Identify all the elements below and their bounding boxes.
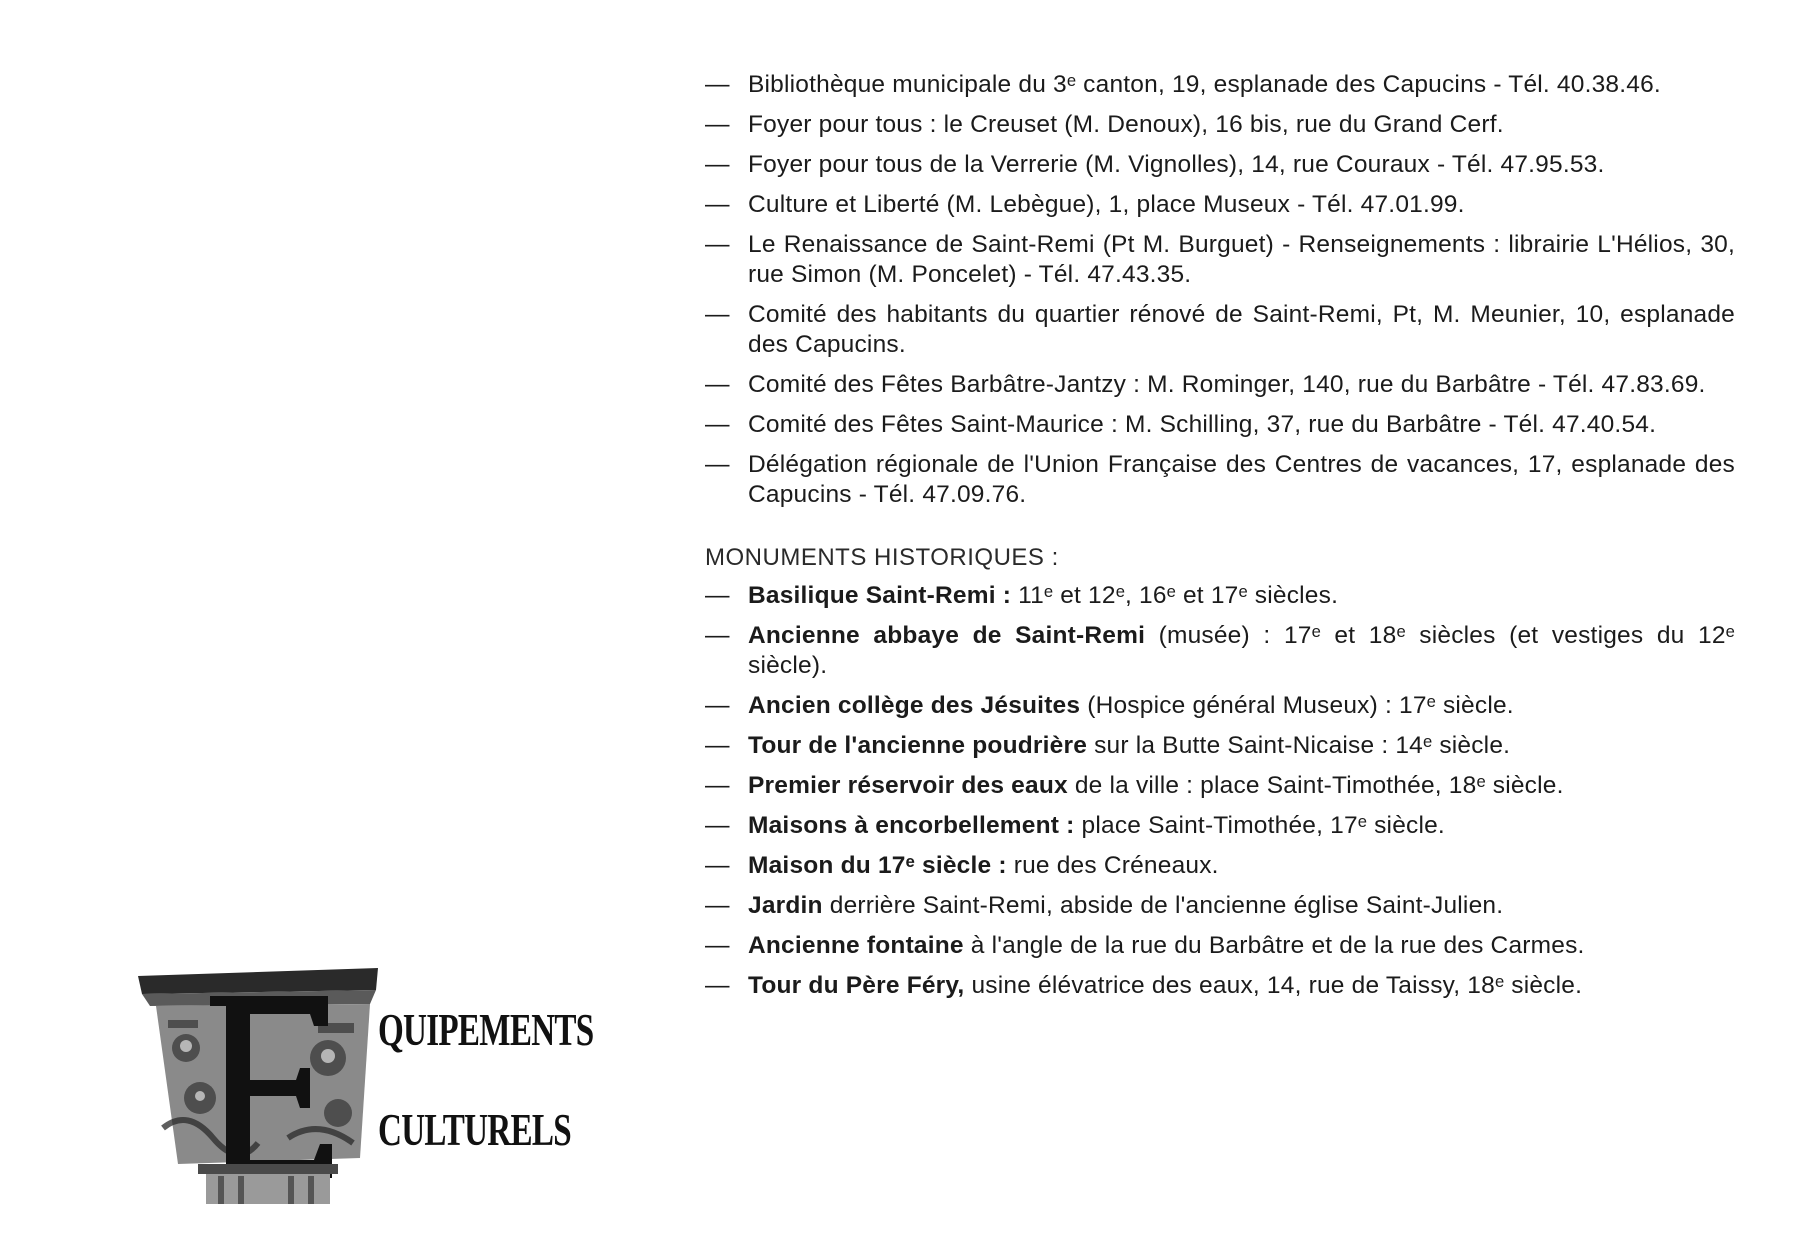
monument-detail: à l'angle de la rue du Barbâtre et de la rue des Carmes. xyxy=(963,932,1585,959)
monument-name: Tour du Père Féry, xyxy=(748,972,965,999)
list-item: — Maison du 17ᵉ siècle : rue des Créneaux. xyxy=(705,852,1219,879)
monuments-list xyxy=(705,581,1735,1001)
list-item: — Maisons à encorbellement : place Saint-Timothée, 17ᵉ siècle. xyxy=(705,812,1445,839)
monument-name: Jardin xyxy=(748,892,823,919)
list-item: — Jardin derrière Saint-Remi, abside de l'ancienne église Saint-Julien. xyxy=(705,892,1504,919)
monument-detail: usine élévatrice des eaux, 14, rue de Taissy, 18ᵉ siècle. xyxy=(964,972,1583,999)
list-item: — Comité des Fêtes Saint-Maurice : M. Schilling, 37, rue du Barbâtre - Tél. 47.40.54. xyxy=(705,411,1657,438)
list-item-text: Culture et Liberté (M. Lebègue), 1, place Museux - Tél. 47.01.99. xyxy=(748,191,1465,218)
list-item: — Foyer pour tous : le Creuset (M. Denoux), 16 bis, rue du Grand Cerf. xyxy=(705,111,1504,138)
monument-detail: 11ᵉ et 12ᵉ, 16ᵉ et 17ᵉ siècles. xyxy=(1011,582,1339,609)
monument-detail: (musée) : 17ᵉ et 18ᵉ siècles (et vestiges du 12ᵉ siècle). xyxy=(748,622,1735,679)
monument-name: Tour de l'ancienne poudrière xyxy=(748,732,1088,759)
list-item: — Ancienne fontaine à l'angle de la rue du Barbâtre et de la rue des Carmes. xyxy=(705,932,1585,959)
initial-letter-e-icon xyxy=(208,996,332,1178)
monument-name: Maisons à encorbellement : xyxy=(748,812,1075,839)
monument-name: Basilique Saint-Remi : xyxy=(748,582,1012,609)
list-item-text: Bibliothèque municipale du 3ᵉ canton, 19, esplanade des Capucins - Tél. 40.38.46. xyxy=(748,71,1661,98)
list-item: — Culture et Liberté (M. Lebègue), 1, place Museux - Tél. 47.01.99. xyxy=(705,191,1465,218)
list-item: — Tour du Père Féry, usine élévatrice des eaux, 14, rue de Taissy, 18ᵉ siècle. xyxy=(705,972,1583,999)
title-line-1: QUIPEMENTS xyxy=(378,1004,594,1055)
list-item: — Comité des habitants du quartier rénové de Saint-Remi, Pt, M. Meunier, 10, esplanade des Capucins. xyxy=(705,301,1735,358)
list-item: — Délégation régionale de l'Union Française des Centres de vacances, 17, esplanade des Capucins - Tél. 47.09.76. xyxy=(705,451,1735,508)
monument-name: Ancien collège des Jésuites xyxy=(748,692,1081,719)
monument-detail: rue des Créneaux. xyxy=(1006,852,1219,879)
monument-name: Maison du 17ᵉ siècle : xyxy=(748,852,1007,879)
list-item: — Ancienne abbaye de Saint-Remi (musée) : 17ᵉ et 18ᵉ siècles (et vestiges du 12ᵉ siècle). xyxy=(705,622,1735,679)
list-item: — Comité des Fêtes Barbâtre-Jantzy : M. Rominger, 140, rue du Barbâtre - Tél. 47.83.69. xyxy=(705,371,1706,398)
section-title-emblem xyxy=(138,968,628,1208)
list-item-text: Comité des Fêtes Saint-Maurice : M. Schilling, 37, rue du Barbâtre - Tél. 47.40.54. xyxy=(748,411,1657,438)
monument-detail: place Saint-Timothée, 17ᵉ siècle. xyxy=(1074,812,1445,839)
list-item-text: Délégation régionale de l'Union Française des Centres de vacances, 17, esplanade des Capucins - Tél. 47.09.76. xyxy=(748,451,1735,508)
list-item-text: Comité des habitants du quartier rénové de Saint-Remi, Pt, M. Meunier, 10, esplanade des Capucins. xyxy=(748,301,1735,358)
monument-name: Ancienne fontaine xyxy=(748,932,964,959)
list-item: — Ancien collège des Jésuites (Hospice général Museux) : 17ᵉ siècle. xyxy=(705,692,1514,719)
monument-name: Ancienne abbaye de Saint-Remi xyxy=(748,622,1146,649)
main-content xyxy=(705,70,1735,1011)
list-item: — Premier réservoir des eaux de la ville : place Saint-Timothée, 18ᵉ siècle. xyxy=(705,772,1564,799)
carved-capital-icon xyxy=(138,968,398,1208)
associations-list xyxy=(705,70,1735,510)
list-item: — Tour de l'ancienne poudrière sur la Butte Saint-Nicaise : 14ᵉ siècle. xyxy=(705,732,1511,759)
list-item: — Le Renaissance de Saint-Remi (Pt M. Burguet) - Renseignements : librairie L'Hélios, 30, rue Simon (M. Poncelet) - Tél. 47.43.35. xyxy=(705,231,1735,288)
list-item-text: Comité des Fêtes Barbâtre-Jantzy : M. Rominger, 140, rue du Barbâtre - Tél. 47.83.69. xyxy=(748,371,1706,398)
list-item: — Bibliothèque municipale du 3ᵉ canton, 19, esplanade des Capucins - Tél. 40.38.46. xyxy=(705,71,1661,98)
monument-detail: de la ville : place Saint-Timothée, 18ᵉ siècle. xyxy=(1067,772,1564,799)
monument-detail: (Hospice général Museux) : 17ᵉ siècle. xyxy=(1080,692,1514,719)
monument-detail: derrière Saint-Remi, abside de l'ancienne église Saint-Julien. xyxy=(822,892,1504,919)
monument-name: Premier réservoir des eaux xyxy=(748,772,1068,799)
monuments-heading: MONUMENTS HISTORIQUES : xyxy=(705,544,1059,571)
title-line-2: CULTURELS xyxy=(378,1104,571,1155)
monument-detail: sur la Butte Saint-Nicaise : 14ᵉ siècle. xyxy=(1087,732,1511,759)
list-item-text: Foyer pour tous de la Verrerie (M. Vignolles), 14, rue Couraux - Tél. 47.95.53. xyxy=(748,151,1605,178)
list-item-text: Foyer pour tous : le Creuset (M. Denoux), 16 bis, rue du Grand Cerf. xyxy=(748,111,1504,138)
list-item-text: Le Renaissance de Saint-Remi (Pt M. Burguet) - Renseignements : librairie L'Hélios, 30, rue Simon (M. Poncelet) - Tél. 47.43.35. xyxy=(748,231,1735,288)
list-item: — Basilique Saint-Remi : 11ᵉ et 12ᵉ, 16ᵉ et 17ᵉ siècles. xyxy=(705,582,1339,609)
list-item: — Foyer pour tous de la Verrerie (M. Vignolles), 14, rue Couraux - Tél. 47.95.53. xyxy=(705,151,1605,178)
